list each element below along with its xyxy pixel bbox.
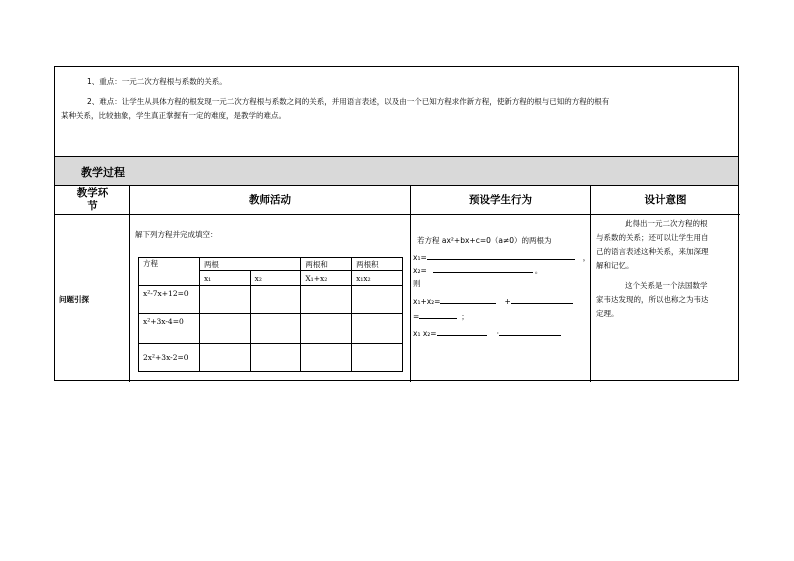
comma: ， <box>582 253 591 262</box>
answer-cell <box>199 344 250 372</box>
student-x2-line <box>413 264 542 277</box>
x1-label: x₁= <box>413 253 427 262</box>
sum-blank-1 <box>440 295 496 304</box>
col-divider-1 <box>129 186 130 382</box>
student-prompt: 若方程 ax²+bx+c=0（a≠0）的两根为 <box>417 236 552 245</box>
sum-result-blank <box>419 310 457 319</box>
key-point-text: 1、重点：一元二次方程根与系数的关系。 <box>87 77 227 86</box>
student-x1-line <box>413 251 590 264</box>
x2-label: x₂= <box>413 266 427 275</box>
student-sum-result <box>413 310 469 323</box>
student-product-line <box>413 327 561 340</box>
header-student-behavior: 预设学生行为 <box>410 186 591 215</box>
prod-blank-2 <box>496 327 561 338</box>
student-sum-line <box>413 295 573 308</box>
th-prod-expr: x₁x₂ <box>352 271 403 286</box>
section-title-bar <box>55 156 738 186</box>
th-equation: 方程 <box>139 258 200 286</box>
design-l1: 此得出一元二次方程的根 <box>625 219 708 228</box>
sum-label: x₁+x₂= <box>413 297 441 306</box>
col-divider-3 <box>590 186 591 382</box>
x2-blank <box>433 264 533 273</box>
dot: · <box>496 329 499 338</box>
x1-blank <box>427 251 575 260</box>
header-teacher-activity: 教师活动 <box>130 186 410 215</box>
key-points-section <box>55 67 738 156</box>
header-stage-l2: 节 <box>87 200 98 212</box>
answer-cell <box>301 286 352 314</box>
design-l3: 己的语言表述这种关系，来加深理 <box>596 247 709 256</box>
design-l2: 与系数的关系；还可以让学生用自 <box>596 233 709 242</box>
difficult-point-text: 2、难点：让学生从具体方程的根发现一元二次方程根与系数之间的关系，并用语言表述，以及由一个已知方程求作新方程，使新方程的根与已知的方程的根有 <box>87 97 610 106</box>
th-roots: 两根 <box>199 258 300 271</box>
design-l4: 解和记忆。 <box>596 261 634 270</box>
design-l6: 家韦达发现的，所以也称之为韦达 <box>596 295 709 304</box>
answer-cell <box>199 314 250 344</box>
section-title: 教学过程 <box>81 166 125 179</box>
th-x2: x₂ <box>250 271 301 286</box>
equation-table <box>138 257 403 372</box>
stage-label: 问题引探 <box>59 295 89 304</box>
th-sum-expr: X₁+x₂ <box>301 271 352 286</box>
design-l5: 这个关系是一个法国数学 <box>625 281 708 290</box>
header-design-intent: 设计意图 <box>591 186 740 215</box>
plus: + <box>504 297 511 306</box>
equation-3: 2x²+3x-2=0 <box>139 344 200 372</box>
equals: = <box>413 312 420 321</box>
lesson-plan-table <box>54 66 739 381</box>
answer-cell <box>301 314 352 344</box>
answer-cell <box>250 314 301 344</box>
period: 。 <box>534 266 543 275</box>
th-product: 两根积 <box>352 258 403 271</box>
header-stage-l1: 教学环 <box>76 187 109 199</box>
header-stage <box>55 186 130 215</box>
design-l7: 定理。 <box>596 309 619 318</box>
prod-label: x₁ x₂= <box>413 329 437 338</box>
answer-cell <box>352 344 403 372</box>
th-sum: 两根和 <box>301 258 352 271</box>
answer-cell <box>352 314 403 344</box>
answer-cell <box>250 344 301 372</box>
answer-cell <box>250 286 301 314</box>
sum-blank-2 <box>511 295 573 304</box>
difficult-point-text-cont: 某种关系，比较抽象，学生真正掌握有一定的难度，是教学的难点。 <box>61 111 286 120</box>
semicolon: ； <box>461 312 469 321</box>
equation-1: x²-7x+12=0 <box>139 286 200 314</box>
equation-2: x²+3x-4=0 <box>139 314 200 344</box>
answer-cell <box>301 344 352 372</box>
prod-blank-1 <box>437 327 487 336</box>
th-x1: x₁ <box>199 271 250 286</box>
student-then: 则 <box>413 279 421 288</box>
col-divider-2 <box>410 186 411 382</box>
answer-cell <box>352 286 403 314</box>
answer-cell <box>199 286 250 314</box>
teacher-instruction: 解下列方程并完成填空： <box>135 230 218 239</box>
